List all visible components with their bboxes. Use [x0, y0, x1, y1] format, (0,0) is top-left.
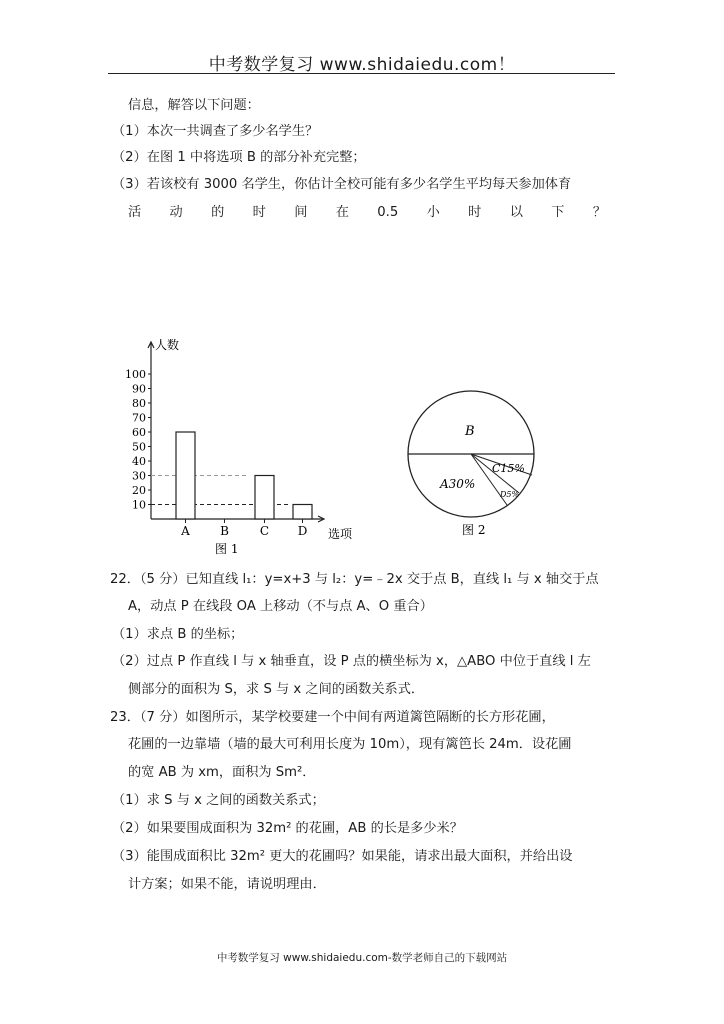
q3-char: 的	[211, 205, 225, 220]
question-2: （2）在图 1 中将选项 B 的部分补充完整；	[112, 150, 366, 165]
pie-label-a: A30%	[440, 477, 476, 491]
y-tick-label: 10	[132, 498, 146, 512]
pie-label-c: C15%	[492, 462, 525, 475]
bar-c	[255, 476, 274, 520]
q3-char: 下	[551, 205, 565, 220]
y-axis-label: 人数	[155, 338, 180, 352]
category-label: C	[259, 524, 270, 538]
q3-char: 以	[509, 205, 523, 220]
pie-label-b: B	[465, 424, 475, 439]
question-22-sub-2-cont: 侧部分的面积为 S，求 S 与 x 之间的函数关系式．	[128, 682, 425, 697]
question-23-sub-3: （3）能围成面积比 32m² 更大的花圃吗？如果能，请求出最大面积，并给出设	[112, 849, 573, 864]
question-1: （1）本次一共调查了多少名学生？	[112, 124, 319, 139]
category-label: D	[297, 524, 308, 538]
question-3-continuation	[128, 203, 606, 223]
x-axis-label: 选项	[328, 527, 353, 541]
bar-d	[293, 505, 312, 520]
bar-a	[176, 432, 195, 519]
y-tick-label: 20	[132, 484, 146, 497]
y-tick-label: 90	[132, 382, 146, 396]
pie-label-d: D5%	[500, 490, 520, 499]
q3-char: 时	[252, 205, 266, 220]
question-23-sub-1: （1）求 S 与 x 之间的函数关系式；	[112, 793, 325, 808]
page-header-title: 中考数学复习 www.shidaiedu.com！	[208, 55, 516, 75]
q3-char: 间	[294, 205, 308, 220]
header-divider	[108, 73, 615, 74]
y-tick-label: 60	[132, 426, 146, 439]
y-tick-label: 80	[132, 397, 146, 410]
question-22-sub-2: （2）过点 P 作直线 l 与 x 轴垂直，设 P 点的横坐标为 x，△ABO 中位于直线 l 左	[112, 654, 591, 669]
page-footer: 中考数学复习 www.shidaiedu.com-数学老师自己的下载网站	[216, 952, 508, 964]
y-tick-label: 40	[132, 455, 146, 468]
question-23-line-2: 花圃的一边靠墙（墙的最大可利用长度为 10m），现有篱笆长 24m．设花圃	[128, 737, 572, 752]
y-tick-label: 30	[132, 469, 146, 483]
question-3: （3）若该校有 3000 名学生，你估计全校可能有多少名学生平均每天参加体育	[112, 177, 572, 192]
q3-char: 活	[128, 205, 142, 220]
y-tick-label: 50	[132, 440, 146, 454]
figure-2-caption: 图 2	[462, 523, 486, 537]
y-tick-label: 70	[132, 411, 146, 425]
question-22-line-2: A，动点 P 在线段 OA 上移动（不与点 A、O 重合）	[128, 599, 433, 614]
bar-chart-figure-1	[118, 330, 368, 562]
question-22-line-1: 22．（5 分）已知直线 l₁：y=x+3 与 l₂：y=﹣2x 交于点 B，直线 l₁ 与 x 轴交于点	[110, 572, 599, 587]
intro-line: 信息，解答以下问题：	[128, 98, 260, 113]
q3-char: 时	[468, 205, 482, 220]
question-23-sub-3-cont: 计方案；如果不能，请说明理由．	[128, 877, 326, 892]
q3-char: 小	[426, 205, 440, 220]
question-23-line-3: 的宽 AB 为 xm，面积为 Sm²．	[128, 765, 316, 780]
q3-char: 0.5	[377, 205, 399, 220]
y-tick-label: 100	[125, 368, 146, 381]
category-label: A	[181, 524, 190, 538]
category-label: B	[220, 524, 229, 538]
q3-char: 动	[169, 205, 183, 220]
q3-char: 在	[335, 205, 349, 220]
pie-chart-figure-2	[400, 380, 550, 540]
question-23-sub-2: （2）如果要围成面积为 32m² 的花圃，AB 的长是多少米？	[112, 821, 463, 836]
question-22-sub-1: （1）求点 B 的坐标；	[112, 627, 244, 642]
figure-1-caption: 图 1	[215, 542, 239, 556]
q3-char: ？	[592, 205, 606, 220]
question-23-line-1: 23．（7 分）如图所示，某学校要建一个中间有两道篱笆隔断的长方形花圃，	[110, 710, 555, 725]
